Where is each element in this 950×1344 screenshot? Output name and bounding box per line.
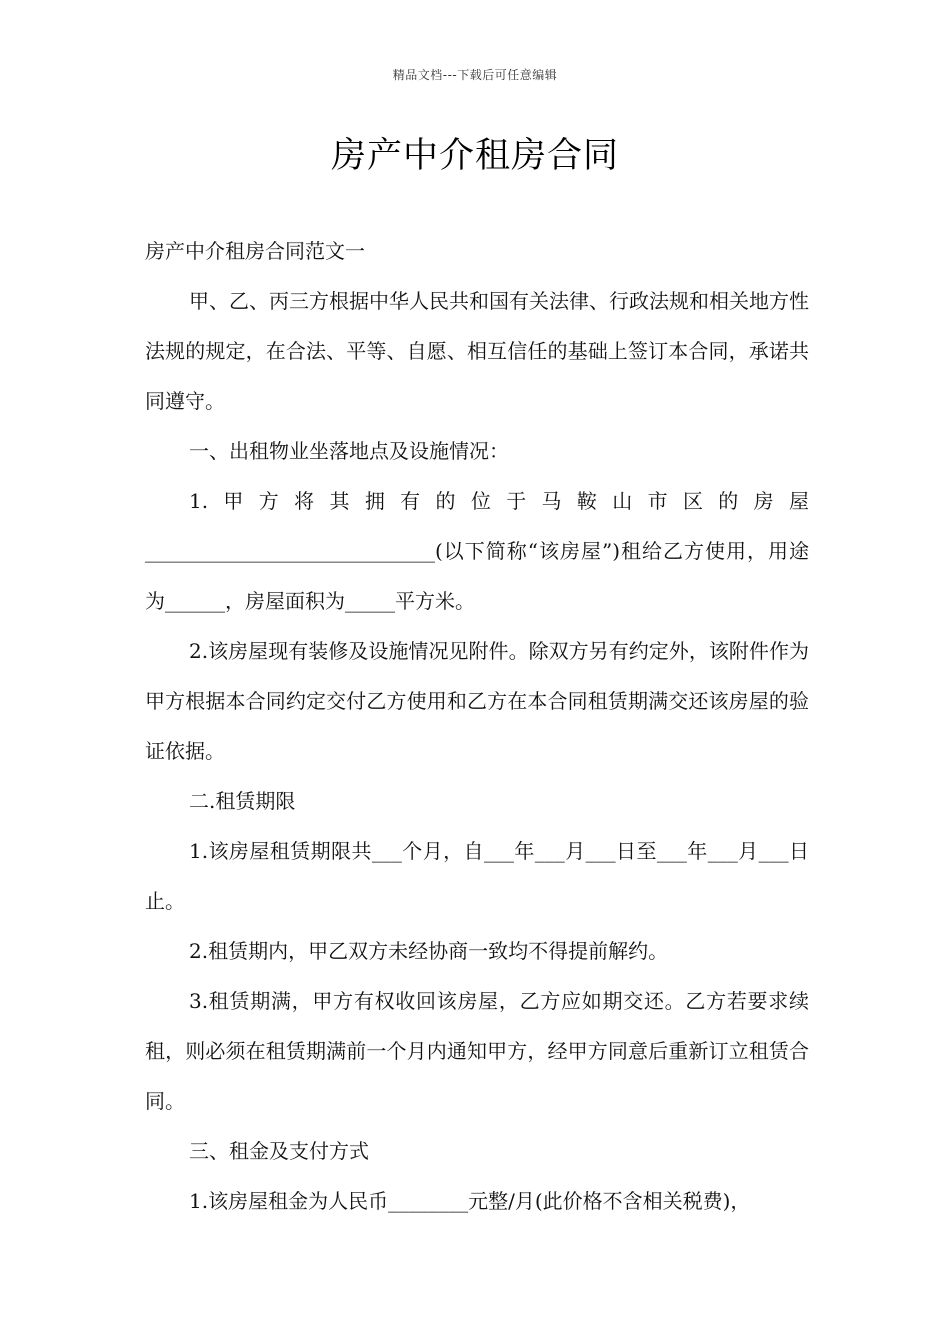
document-body <box>145 226 809 1226</box>
subtitle-paragraph: 房产中介租房合同范文一 <box>145 239 365 263</box>
clause-2-2: 2.租赁期内，甲乙双方未经协商一致均不得提前解约。 <box>189 939 669 963</box>
clause-2-1: 1.该房屋租赁期限共___个月，自___年___月___日至___年___月___日止。 <box>145 839 809 913</box>
section-heading-2: 二.租赁期限 <box>189 789 296 813</box>
document-title: 房产中介租房合同 <box>330 136 619 176</box>
clause-2-3: 3.租赁期满，甲方有权收回该房屋，乙方应如期交还。乙方若要求续租，则必须在租赁期满前一个月内通知甲方，经甲方同意后重新订立租赁合同。 <box>145 989 809 1113</box>
preamble-paragraph: 甲、乙、丙三方根据中华人民共和国有关法律、行政法规和相关地方性法规的规定，在合法、平等、自愿、相互信任的基础上签订本合同，承诺共同遵守。 <box>145 289 809 413</box>
section-heading-1: 一、出租物业坐落地点及设施情况： <box>189 439 509 463</box>
clause-3-1: 1.该房屋租金为人民币________元整/月(此价格不含相关税费)， <box>189 1189 751 1213</box>
clause-1-2: 2.该房屋现有装修及设施情况见附件。除双方另有约定外，该附件作为甲方根据本合同约定交付乙方使用和乙方在本合同租赁期满交还该房屋的验证依据。 <box>145 639 809 763</box>
section-heading-3: 三、租金及支付方式 <box>189 1139 369 1163</box>
header-note: 精品文档---下载后可任意编辑 <box>392 68 558 82</box>
clause-1-1: 1.甲方将其拥有的位于马鞍山市区的房屋_____________________________(以下简称“该房屋”)租给乙方使用，用途为______，房屋面积为_____平方米。 <box>145 489 809 613</box>
